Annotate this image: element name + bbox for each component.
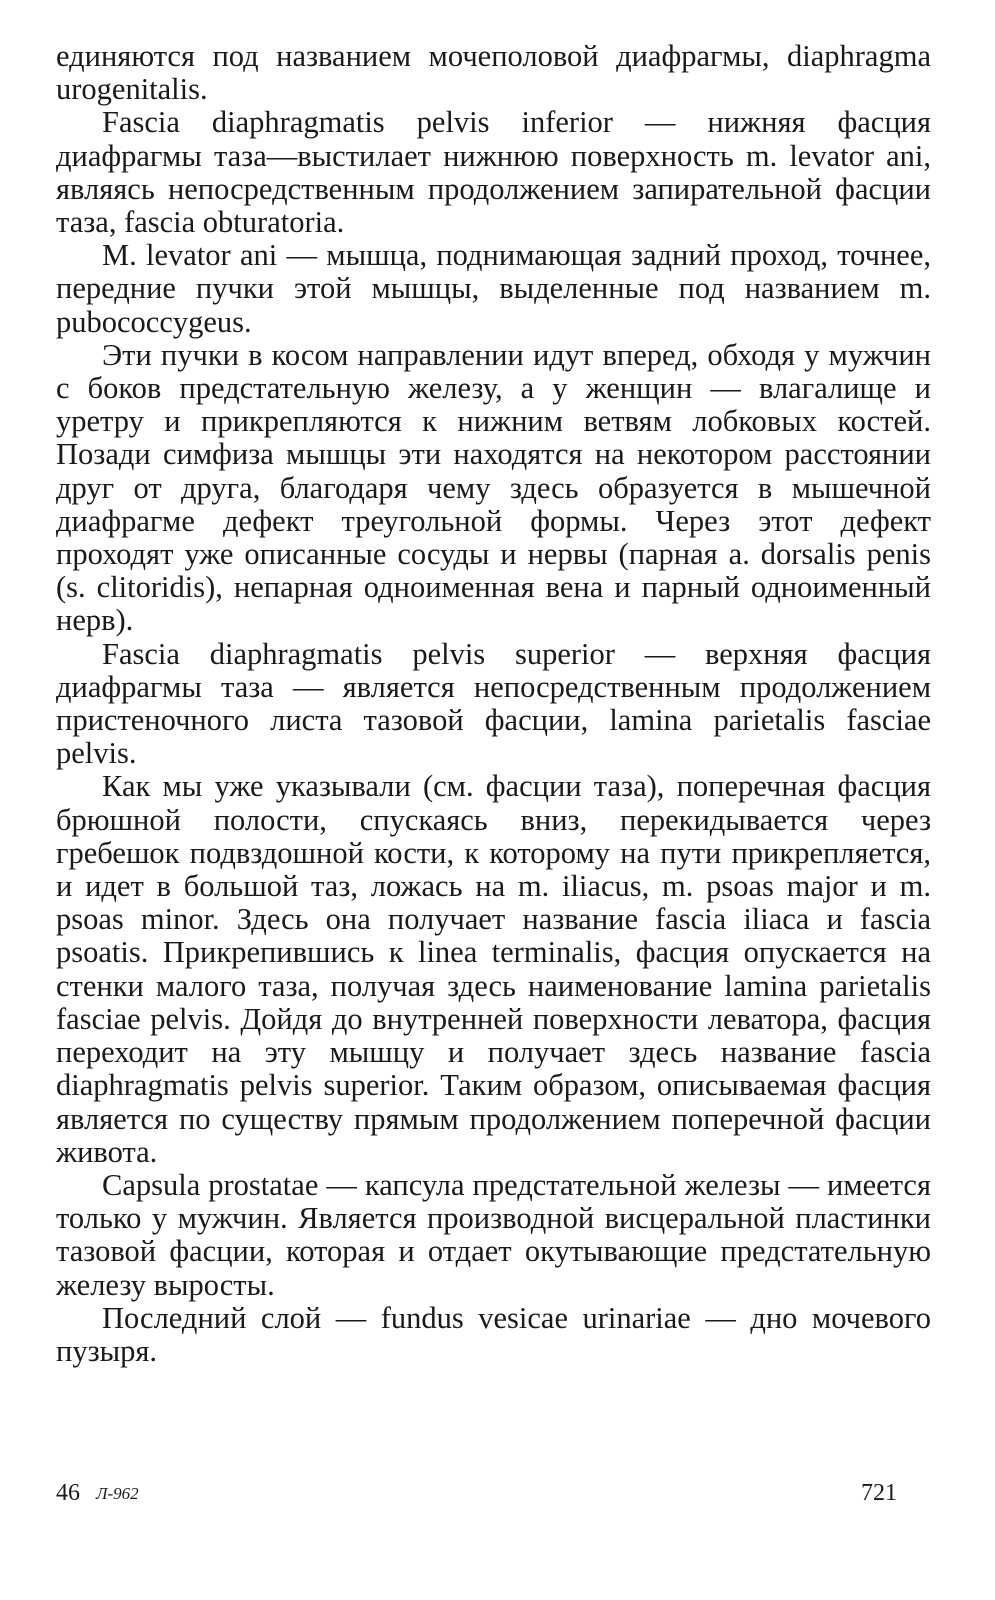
- page-body: [56, 40, 931, 1368]
- page-number: 46: [56, 1480, 80, 1506]
- printer-signature: Л-962: [96, 1484, 139, 1503]
- paragraph-muscle-bundles: Эти пучки в косом направлении идут вперед, обходя у мужчин с боков предстательную железу, а у женщин — влагалище и уретру и прикрепляются к нижним ветвям лобковых костей. Позади симфиза мышцы эти находятся на некотором расстоянии друг от друга, благодаря чему здесь образуется в мышечной диафрагме дефект треугольной формы. Через этот дефект проходят уже описанные сосуды и нервы (парная a. dorsalis penis (s. clitoridis), непарная одноименная вена и парный одноименный нерв).: [56, 337, 931, 638]
- paragraph-capsula-prostatae: Capsula prostatae — капсула предстательной железы — имеется только у мужчин. Является производной висцеральной пластинки тазовой фасции, которая и отдает окутывающие предстательную железу выросты.: [56, 1167, 931, 1302]
- paragraph-fascia-course: Как мы уже указывали (см. фасции таза), поперечная фасция брюшной полости, спускаясь вниз, перекидывается через гребешок подвздошной кости, к которому на пути прикрепляется, и идет в большой таз, ложась на m. iliacus, m. psoas major и m. psoas minor. Здесь она получает название fascia iliaca и fascia psoatis. Прикрепившись к linea terminalis, фасция опускается на стенки малого таза, получая здесь наименование lamina parietalis fasciae pelvis. Дойдя до внутренней поверхности леватора, фасция переходит на эту мышцу и получает здесь название fascia diaphragmatis pelvis superior. Таким образом, описываемая фасция является по существу прямым продолжением поперечной фасции живота.: [56, 769, 931, 1169]
- paragraph-levator-ani: M. levator ani — мышца, поднимающая задний проход, точнее, передние пучки этой мышцы, выделенные под названием m. pubococcygeus.: [56, 238, 931, 339]
- paragraph-last-layer: Последний слой — fundus vesicae urinariae — дно мочевого пузыря.: [56, 1300, 931, 1368]
- paragraph-continuation: единяются под названием мочеполовой диафрагмы, diaphragma urogenitalis.: [56, 39, 931, 107]
- paragraph-fascia-inferior: Fascia diaphragmatis pelvis inferior — нижняя фасция диафрагмы таза—выстилает нижнюю поверхность m. levator ani, являясь непосредственным продолжением запирательной фасции таза, fascia obturatoria.: [56, 105, 931, 240]
- sheet-code: 721: [861, 1480, 897, 1506]
- paragraph-fascia-superior: Fascia diaphragmatis pelvis superior — верхняя фасция диафрагмы таза — является непосредственным продолжением пристеночного листа тазовой фасции, lamina parietalis fasciae pelvis.: [56, 636, 931, 771]
